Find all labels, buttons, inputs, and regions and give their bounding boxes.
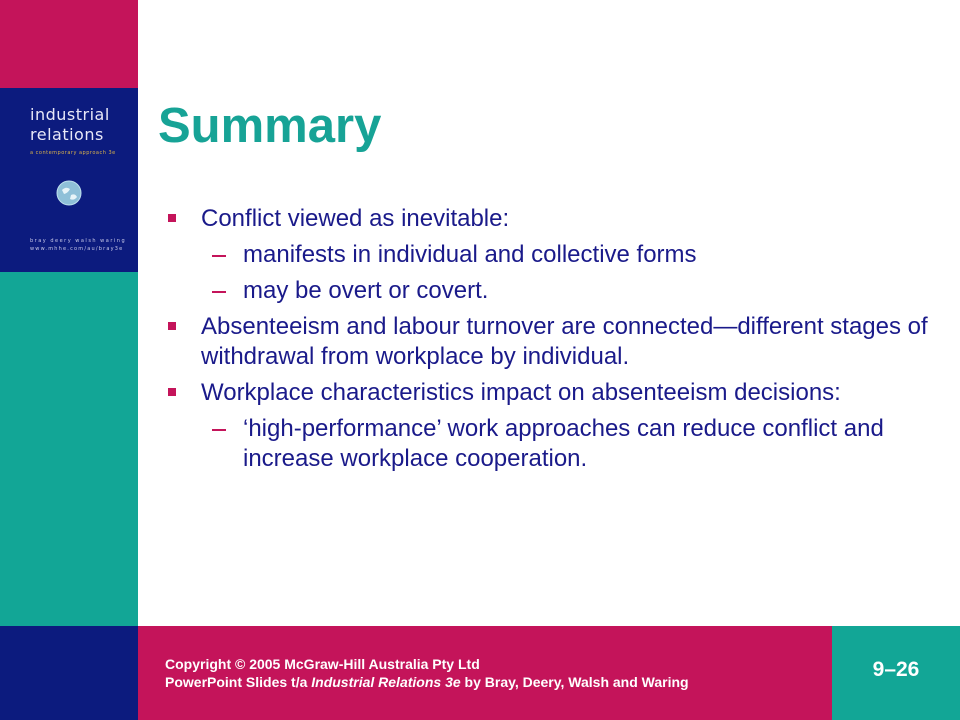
slides-credit-line — [165, 673, 689, 691]
slide-title: Summary — [158, 99, 382, 153]
globe-icon — [56, 180, 82, 206]
bullet-item — [160, 378, 940, 408]
bullet-text: Workplace characteristics impact on absenteeism decisions: — [201, 379, 841, 406]
sub-bullet-item — [160, 240, 940, 270]
sub-bullet-text: may be overt or covert. — [243, 277, 489, 304]
cover-title-line2: relations — [30, 125, 104, 144]
cover-title-line1: industrial — [30, 105, 110, 124]
footer-copyright — [165, 655, 689, 691]
bullet-list — [160, 204, 940, 480]
sidebar-middle-block — [0, 272, 138, 626]
book-title: Industrial Relations 3e — [311, 674, 461, 690]
copyright-line: Copyright © 2005 McGraw-Hill Australia Pty Ltd — [165, 656, 480, 672]
bullet-text: Conflict viewed as inevitable: — [201, 205, 510, 232]
square-bullet-icon — [168, 388, 176, 396]
slides-suffix: by Bray, Deery, Walsh and Waring — [460, 674, 689, 690]
square-bullet-icon — [168, 214, 176, 222]
cover-title — [30, 105, 110, 145]
cover-authors: bray deery walsh waring — [30, 238, 127, 244]
sidebar-top-block — [0, 0, 138, 88]
cover-subtitle: a contemporary approach 3e — [30, 150, 116, 156]
slides-prefix: PowerPoint Slides t/a — [165, 674, 312, 690]
dash-bullet-icon — [212, 291, 226, 293]
dash-bullet-icon — [212, 255, 226, 257]
square-bullet-icon — [168, 322, 176, 330]
bullet-item — [160, 204, 940, 234]
sub-bullet-text: ‘high-performance’ work approaches can reduce conflict and increase workplace cooperation. — [243, 415, 884, 472]
bullet-item — [160, 312, 940, 372]
dash-bullet-icon — [212, 429, 226, 431]
sub-bullet-item — [160, 276, 940, 306]
page-number: 9–26 — [872, 658, 920, 681]
cover-url: www.mhhe.com/au/bray3e — [30, 246, 124, 252]
sub-bullet-item — [160, 414, 940, 474]
footer-left-block — [0, 626, 138, 720]
sub-bullet-text: manifests in individual and collective forms — [243, 241, 697, 268]
bullet-text: Absenteeism and labour turnover are connected—different stages of withdrawal from workplace by individual. — [201, 313, 928, 370]
